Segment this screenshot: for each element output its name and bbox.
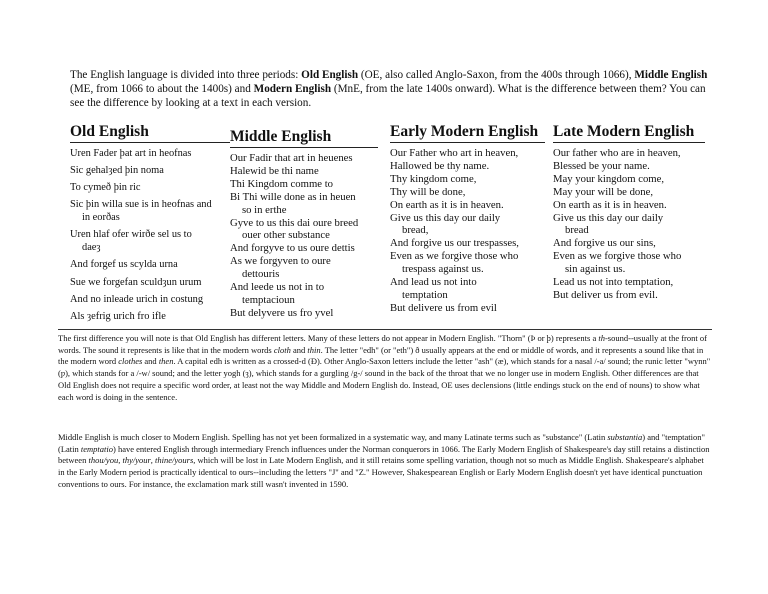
prayer-line-text: Sue we forgefan sculdȝun urum xyxy=(70,276,202,288)
prayer-line-text: Thy will be done, xyxy=(390,185,466,198)
prayer-line xyxy=(390,199,545,212)
prayer-line-text: Even as we forgive those who xyxy=(390,250,519,263)
prayer-line-text: But delivere us from evil xyxy=(390,301,497,314)
prayer-line-text: Hallowed be thy name. xyxy=(390,159,490,172)
prayer-line-text: And forgyve to us oure dettis xyxy=(230,242,355,255)
para-text: ) and "temptation" (Latin xyxy=(58,432,705,454)
prayer-line-continuation: ouer other substance xyxy=(242,229,330,242)
old-english-term: Old English xyxy=(301,69,359,81)
prayer-line-text: Give us this day our daily xyxy=(553,211,664,224)
prayer-line xyxy=(70,181,230,194)
prayer-line xyxy=(230,178,378,191)
old-english-heading: Old English xyxy=(70,123,230,143)
letters-paragraph xyxy=(58,333,712,403)
prayer-line xyxy=(230,152,378,165)
prayer-line xyxy=(390,212,545,238)
prayer-line-text: Blessed be your name. xyxy=(553,159,650,172)
late-modern-english-lines xyxy=(553,147,705,302)
para-text: . A capital edh is written as a crossed-d (Ð). Other Anglo-Saxon letters include the letter "ash" (æ), which stands for a nasal /-a/ sound; the runic letter "wynn" (ƿ), which stands for a /-w/ sound; and the letter yogh (ȝ), which stands for a gurgling /g-/ sound in the back of the throat that we no longer use in modern English. Other differences are that Old English does not require a specific word order, at least not the way Middle and Modern English do. Instead, OE uses declensions (little endings stuck on the end of nouns) to show what each word is doing in the sentence. xyxy=(58,356,711,402)
prayer-line-text: Sic gehalȝed þin noma xyxy=(70,165,164,177)
old-english-column xyxy=(70,123,230,327)
prayer-line-text: As we forgyven to oure xyxy=(230,255,331,268)
prayer-line-continuation: trespass against us. xyxy=(402,263,484,276)
prayer-line-text: Our father who are in heaven, xyxy=(553,147,681,159)
prayer-line-text: Sic þin willa sue is in heofnas and xyxy=(70,199,212,211)
modern-english-term: Modern English xyxy=(253,83,332,96)
prayer-line xyxy=(390,147,545,160)
para-text: and xyxy=(142,356,159,367)
para-term: thin xyxy=(307,344,321,355)
prayer-line-text: Give us this day our daily xyxy=(390,211,501,224)
prayer-line-continuation: temptacioun xyxy=(242,293,295,306)
para-term: temptatio xyxy=(80,443,114,454)
prayer-line-text: And forgive us our sins, xyxy=(553,237,656,250)
prayer-line xyxy=(553,160,705,173)
prayer-line xyxy=(553,212,705,238)
prayer-line xyxy=(553,147,705,160)
prayer-line xyxy=(390,302,545,315)
prayer-line xyxy=(70,310,230,323)
para-text: and xyxy=(290,344,308,355)
prayer-line-text: Our Father who art in heaven, xyxy=(390,147,519,159)
intro-text: The English language is divided into three periods: xyxy=(70,69,302,81)
para-term: cloth xyxy=(273,344,291,355)
prayer-line xyxy=(230,191,378,217)
prayer-line-text: Thy kingdom come, xyxy=(390,172,477,185)
late-modern-english-heading: Late Modern English xyxy=(553,123,705,143)
para-text: . The letter "edh" (or "eth") ð usually appears at the end or middle of words, and it represents a sound like that in the modern word xyxy=(58,344,704,367)
old-english-lines xyxy=(70,147,230,323)
prayer-line xyxy=(390,160,545,173)
early-modern-english-heading: Early Modern English xyxy=(390,123,545,143)
prayer-line-text: Bi Thi wille done as in heuen xyxy=(230,190,356,203)
prayer-line xyxy=(70,147,230,160)
middle-english-lines xyxy=(230,152,378,320)
prayer-line-continuation: temptation xyxy=(402,288,448,301)
prayer-line xyxy=(230,242,378,255)
intro-text: (OE, also called Anglo-Saxon, from the 400s through 1066), xyxy=(358,69,635,81)
prayer-line xyxy=(230,165,378,178)
prayer-line xyxy=(553,199,705,212)
prayer-line xyxy=(70,293,230,306)
middle-english-term: Middle English xyxy=(634,69,708,81)
prayer-line-text: May your kingdom come, xyxy=(553,172,665,185)
prayer-line-continuation: dettouris xyxy=(242,268,280,281)
prayer-line xyxy=(553,237,705,250)
prayer-line-text: And lead us not into xyxy=(390,276,477,289)
prayer-line-text: And forgive us our trespasses, xyxy=(390,237,519,250)
middle-english-heading: Middle English xyxy=(230,128,378,148)
prayer-line-text: Uren hlaf ofer wirðe sel us to xyxy=(70,229,192,241)
prayer-line xyxy=(390,250,545,276)
prayer-line-text: Halewid be thi name xyxy=(230,164,319,177)
prayer-line-text: On earth as it is in heaven. xyxy=(390,198,504,211)
para-term: thou/you xyxy=(88,455,119,466)
prayer-line-text: To cymeð þin ric xyxy=(70,182,141,194)
prayer-line xyxy=(230,281,378,307)
early-modern-english-lines xyxy=(390,147,545,315)
para-term: th xyxy=(598,333,605,343)
prayer-line xyxy=(553,276,705,289)
para-text: -sound--usually at the front of words. The sound it represents is like that in the modern words xyxy=(58,333,707,355)
late-modern-english-column xyxy=(553,123,705,302)
prayer-line xyxy=(230,307,378,320)
para-term: thy/your xyxy=(122,455,151,466)
para-text: , which will be lost in Late Modern English, and it still retains some spelling variation, though not so much as Middle English. Shakespeare's alphabet in the Early Modern period is practically identical to ours--including the letters "J" and "Z." However, Shakespearean English or Early Modern English doesn't yet have identical punctuation conventions to ours. For instance, the exclamation mark still wasn't invented in 1590. xyxy=(58,455,704,489)
prayer-line-text: Even as we forgive those who xyxy=(553,250,682,263)
prayer-line xyxy=(70,228,230,254)
prayer-line-continuation: so in erthe xyxy=(242,203,287,216)
prayer-line xyxy=(390,173,545,186)
prayer-line-text: May your will be done, xyxy=(553,185,654,198)
prayer-line xyxy=(390,186,545,199)
prayer-line xyxy=(553,289,705,302)
prayer-line-continuation: bread, xyxy=(402,224,429,237)
prayer-line-text: But deliver us from evil. xyxy=(553,288,658,301)
prayer-line xyxy=(230,255,378,281)
prayer-line xyxy=(553,186,705,199)
intro-paragraph xyxy=(70,68,710,111)
early-modern-english-column xyxy=(390,123,545,315)
prayer-line-continuation: daeȝ xyxy=(82,242,101,254)
prayer-line-text: And forgef us scylda urna xyxy=(70,259,178,271)
prayer-line xyxy=(553,173,705,186)
para-term: substantia xyxy=(607,432,643,442)
para-term: thine/yours xyxy=(155,455,194,466)
prayer-line-text: But delyvere us fro yvel xyxy=(230,306,334,319)
prayer-line-continuation: sin against us. xyxy=(565,263,626,276)
prayer-line-text: Gyve to us this dai oure breed xyxy=(230,216,359,229)
prayer-line xyxy=(230,217,378,243)
section-divider xyxy=(58,329,712,330)
prayer-line xyxy=(390,237,545,250)
intro-text: (ME, from 1066 to about the 1400s) and xyxy=(70,83,254,96)
prayer-line-text: And leede us not in to xyxy=(230,281,325,294)
prayer-line xyxy=(70,276,230,289)
intro-text: (MnE, from the late 1400s onward). What is the difference between them? You can see the difference by looking at a text in each version. xyxy=(70,83,706,110)
prayer-line-text: Thi Kingdom comme to xyxy=(230,177,334,190)
prayer-line xyxy=(553,250,705,276)
prayer-line-text: On earth as it is in heaven. xyxy=(553,198,667,211)
prayer-line-continuation: bread xyxy=(565,224,589,237)
prayer-line xyxy=(70,198,230,224)
prayer-line xyxy=(70,164,230,177)
prayer-line-text: Lead us not into temptation, xyxy=(553,276,674,289)
prayer-line-text: Our Fadir that art in heuenes xyxy=(230,152,353,164)
para-text: Middle English is much closer to Modern English. Spelling has not yet been formalized in a systematic way, and many Latinate terms such as "substance" (Latin xyxy=(58,432,608,442)
prayer-line-text: Uren Fader þat art in heofnas xyxy=(70,148,192,159)
para-text: , xyxy=(150,455,156,466)
para-text: The first difference you will note is that Old English has different letters. Many of these letters do not appear in Modern English. "Thorn" (Þ or þ) represents a xyxy=(58,333,599,343)
para-text: ) have entered English through intermediary French influences under the Norman conquerors in 1066. The Early Modern English of Shakespeare's day still retains a distinction between xyxy=(58,443,710,466)
para-term: clothes xyxy=(118,356,143,367)
middle-english-column xyxy=(230,128,378,320)
middle-english-paragraph xyxy=(58,432,712,491)
prayer-line xyxy=(390,276,545,302)
prayer-line-continuation: in eorðas xyxy=(82,212,120,224)
prayer-line-text: And no inleade urich in costung xyxy=(70,293,204,305)
para-text: , xyxy=(118,455,123,466)
prayer-line xyxy=(70,258,230,271)
para-term: then xyxy=(158,356,174,367)
prayer-line-text: Als ȝefrig urich fro ifle xyxy=(70,310,166,322)
